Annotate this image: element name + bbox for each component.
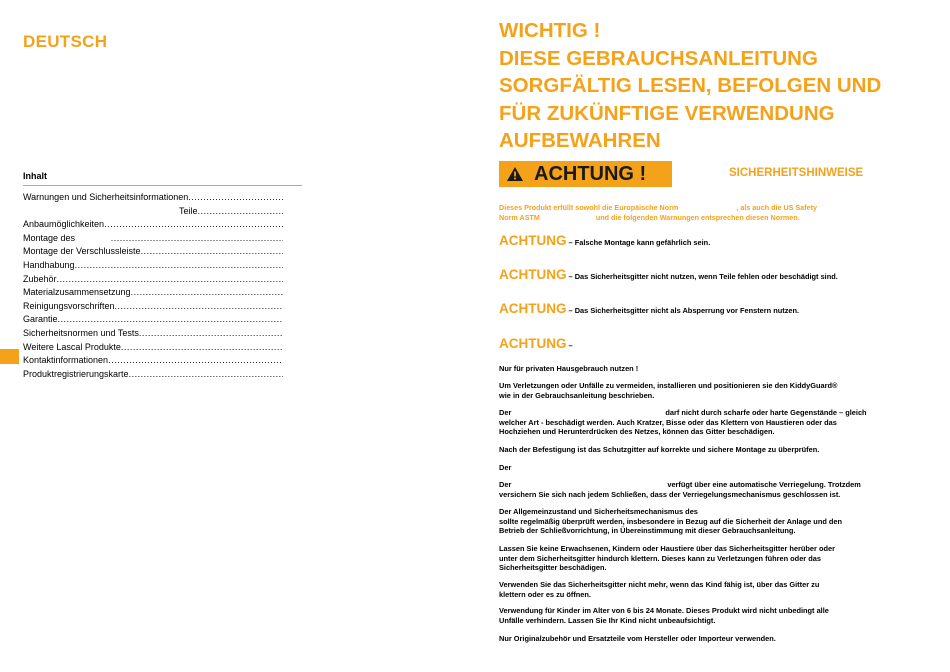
toc-item[interactable]: Kontaktinformationen .....	[23, 354, 283, 368]
warning-item: ACHTUNG –	[499, 336, 573, 351]
safety-heading: SICHERHEITSHINWEISE	[729, 167, 864, 179]
toc-item[interactable]: Handhabung .....	[23, 259, 283, 273]
toc-item[interactable]: Montage des .....	[23, 232, 283, 246]
paragraph: Nur für privaten Hausgebrauch nutzen !	[499, 364, 639, 373]
toc-item[interactable]: Warnungen und Sicherheitsinformationen .....	[23, 191, 283, 205]
paragraph: Um Verletzungen oder Unfälle zu vermeiden, installieren und positionieren sie den KiddyGuard® wie in der Gebrauchsanleitung beschrieben.	[499, 381, 838, 400]
achtung-banner	[499, 161, 672, 187]
toc-title: Inhalt	[23, 171, 47, 181]
toc-divider	[23, 185, 302, 186]
paragraph: Der verfügt über eine automatische Verriegelung. Trotzdem versichern Sie sich nach jedem Schließen, dass der Verriegelungsmechanismus geschlossen ist.	[499, 480, 861, 499]
paragraph: Der	[499, 463, 512, 472]
toc-item[interactable]: Weitere Lascal Produkte .....	[23, 341, 283, 355]
toc-item[interactable]: Teile .....	[23, 205, 283, 219]
warning-item: ACHTUNG – Falsche Montage kann gefährlich sein.	[499, 233, 711, 248]
paragraph: Der darf nicht durch scharfe oder harte Gegenstände – gleich welcher Art - beschädigt werden. Auch Kratzer, Bisse oder das Klettern von Haustieren oder das Hochziehen und Herunterdrücken des Netzes, können das Gitter beschädigen.	[499, 408, 867, 437]
table-of-contents	[23, 191, 283, 381]
toc-item[interactable]: Reinigungsvorschriften .....	[23, 300, 283, 314]
toc-item[interactable]: Garantie .....	[23, 313, 283, 327]
warning-item: ACHTUNG – Das Sicherheitsgitter nicht nutzen, wenn Teile fehlen oder beschädigt sind.	[499, 267, 838, 282]
paragraph: Lassen Sie keine Erwachsenen, Kindern oder Haustiere über das Sicherheitsgitter herüber oder unter dem Sicherheitsgitter hindurch klettern. Dieses kann zu Verletzungen führen oder das Sicherheitsgitter beschädigen.	[499, 544, 835, 573]
toc-item[interactable]: Anbaumöglichkeiten .....	[23, 218, 283, 232]
toc-item[interactable]: Sicherheitsnormen und Tests .....	[23, 327, 283, 341]
warning-icon	[506, 166, 524, 182]
paragraph: Verwendung für Kinder im Alter von 6 bis 24 Monate. Dieses Produkt wird nicht unbedingt alle Unfälle verhindern. Lassen Sie Ihr Kind nicht unbeaufsichtigt.	[499, 606, 829, 625]
language-heading: DEUTSCH	[23, 32, 108, 51]
toc-item[interactable]: Materialzusammensetzung .....	[23, 286, 283, 300]
achtung-label: ACHTUNG !	[534, 163, 647, 185]
paragraph: Nach der Befestigung ist das Schutzgitter auf korrekte und sichere Montage zu überprüfen.	[499, 445, 820, 454]
toc-item[interactable]: Montage der Verschlussleiste .....	[23, 245, 283, 259]
paragraph: Der Allgemeinzustand und Sicherheitsmechanismus des sollte regelmäßig überprüft werden, insbesondere in Bezug auf die Sicherheit der Anlage und den Betrieb der Schließvorrichtung, in Übereinstimmung mit dieser Gebrauchsanleitung.	[499, 507, 843, 536]
paragraph: Nur Originalzubehör und Ersatzteile vom Hersteller oder Importeur verwenden.	[499, 634, 776, 643]
important-notice: WICHTIG ! DIESE GEBRAUCHSANLEITUNG SORGFÄLTIG LESEN, BEFOLGEN UND FÜR ZUKÜNFTIGE VERWENDUNG AUFBEWAHREN	[499, 19, 882, 152]
section-marker	[0, 349, 19, 364]
paragraph: Verwenden Sie das Sicherheitsgitter nicht mehr, wenn das Kind fähig ist, über das Gitter zu klettern oder es zu öffnen.	[499, 580, 820, 599]
toc-item[interactable]: Produktregistrierungskarte .....	[23, 368, 283, 382]
norm-statement: Dieses Produkt erfüllt sowohl die Europäische Norm , als auch die US Safety Norm ASTM und die folgenden Warnungen entsprechen diesen Normen.	[499, 203, 818, 222]
toc-item[interactable]: Zubehör .....	[23, 273, 283, 287]
warning-item: ACHTUNG – Das Sicherheitsgitter nicht als Absperrung vor Fenstern nutzen.	[499, 301, 800, 316]
